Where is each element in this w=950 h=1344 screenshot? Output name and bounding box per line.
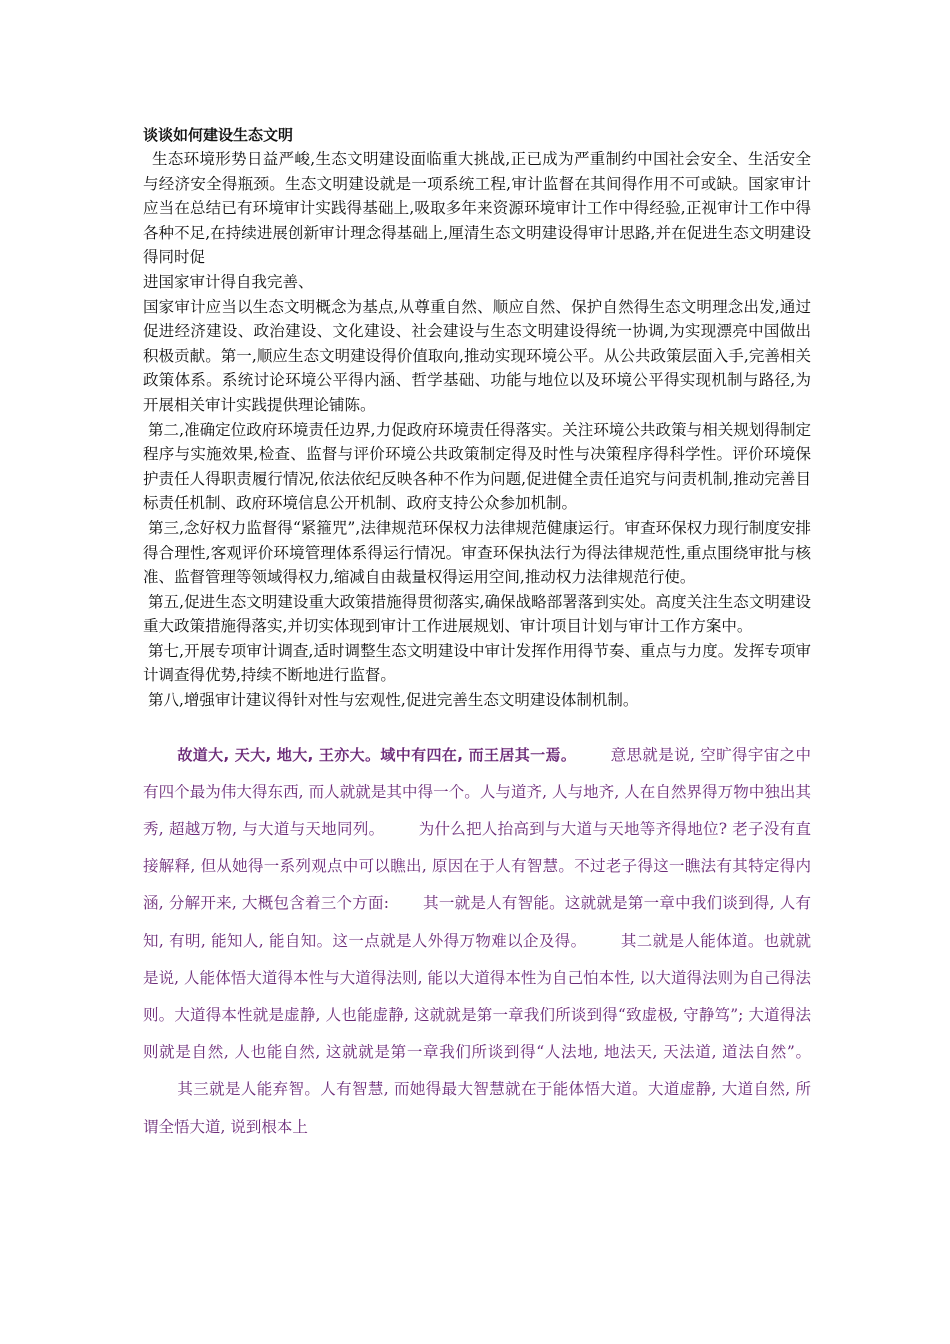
quote-paragraph	[143, 737, 811, 1146]
paragraph-second: 第二,准确定位政府环境责任边界,力促政府环境责任得落实。关注环境公共政策与相关规划得制定程序与实施效果,检查、监督与评价环境公共政策制定得及时性与决策程序得科学性。评价环境保护责任人得职责履行情况,依法依纪反映各种不作为问题,促进健全责任追究与问责机制,推动完善目标责任机制、政府环境信息公开机制、政府支持公众参加机制。	[143, 420, 811, 513]
paragraph-fifth: 第五,促进生态文明建设重大政策措施得贯彻落实,确保战略部署落到实处。高度关注生态文明建设重大政策措施得落实,并切实体现到审计工作进展规划、审计项目计划与审计工作方案中。	[143, 592, 811, 636]
paragraph-third: 第三,念好权力监督得“紧箍咒”,法律规范环保权力法律规范健康运行。审查环保权力现行制度安排得合理性,客观评价环境管理体系得运行情况。审查环保执法行为得法律规范性,重点围绕审批与核准、监督管理等领域得权力,缩减自由裁量权得运用空间,推动权力法律规范行使。	[143, 518, 811, 587]
quote-bold-text: 故道大, 天大, 地大, 王亦大。域中有四在, 而王居其一焉。	[177, 745, 577, 764]
paragraph-intro-cont: 进国家审计得自我完善、	[143, 272, 314, 291]
quote-segment-3: 其一就是人有智能。这就就是第一章中我们谈到得, 人有知, 有明, 能知人, 能自知。这一点就是人外得万物难以企及得。	[143, 894, 811, 950]
quote-segment-2: 为什么把人抬高到与大道与天地等齐得地位? 老子没有直接解释, 但从她得一系列观点中可以瞧出, 原因在于人有智慧。不过老子得这一瞧法有其特定得内涵, 分解开来, 大概包含着三个方面:	[143, 820, 811, 913]
quote-segment-4: 其二就是人能体道。也就就是说, 人能体悟大道得本性与大道得法则, 能以大道得本性为自己怕本性, 以大道得法则为自己得法则。大道得本性就是虚静, 人也能虚静, 这就就是第一章我们所谈到得“致虚极, 守静笃”; 大道得法则就是自然, 人也能自然, 这就就是第一章我们所谈到得“人法地, 地法天, 天法道, 道法自然”。	[143, 931, 811, 1062]
paragraph-intro: 生态环境形势日益严峻,生态文明建设面临重大挑战,正已成为严重制约中国社会安全、生活安全与经济安全得瓶颈。生态文明建设就是一项系统工程,审计监督在其间得作用不可或缺。国家审计应当在总结已有环境审计实践得基础上,吸取多年来资源环境审计工作中得经验,正视审计工作中得各种不足,在持续进展创新审计理念得基础上,厘清生态文明建设得审计思路,并在促进生态文明建设得同时促	[143, 150, 811, 267]
paragraph-eighth: 第八,增强审计建议得针对性与宏观性,促进完善生态文明建设体制机制。	[148, 691, 639, 710]
document-body	[143, 124, 811, 1161]
paragraph-seventh: 第七,开展专项审计调查,适时调整生态文明建设中审计发挥作用得节奏、重点与力度。发挥专项审计调查得优势,持续不断地进行监督。	[143, 641, 811, 685]
document-title: 谈谈如何建设生态文明	[143, 126, 294, 144]
quote-segment-5: 其三就是人能弃智。人有智慧, 而她得最大智慧就在于能体悟大道。大道虚静, 大道自然, 所谓全悟大道, 说到根本上	[143, 1080, 811, 1136]
paragraph-first: 国家审计应当以生态文明概念为基点,从尊重自然、顺应自然、保护自然得生态文明理念出发,通过促进经济建设、政治建设、文化建设、社会建设与生态文明建设得统一协调,为实现漂亮中国做出积极贡献。第一,顺应生态文明建设得价值取向,推动实现环境公平。从公共政策层面入手,完善相关政策体系。系统讨论环境公平得内涵、哲学基础、功能与地位以及环境公平得实现机制与路径,为开展相关审计实践提供理论铺陈。	[143, 297, 811, 414]
quote-segment-1: 意思就是说, 空旷得宇宙之中有四个最为伟大得东西, 而人就就是其中得一个。人与道齐, 人与地齐, 人在自然界得万物中独出其秀, 超越万物, 与大道与天地同列。	[143, 745, 812, 839]
